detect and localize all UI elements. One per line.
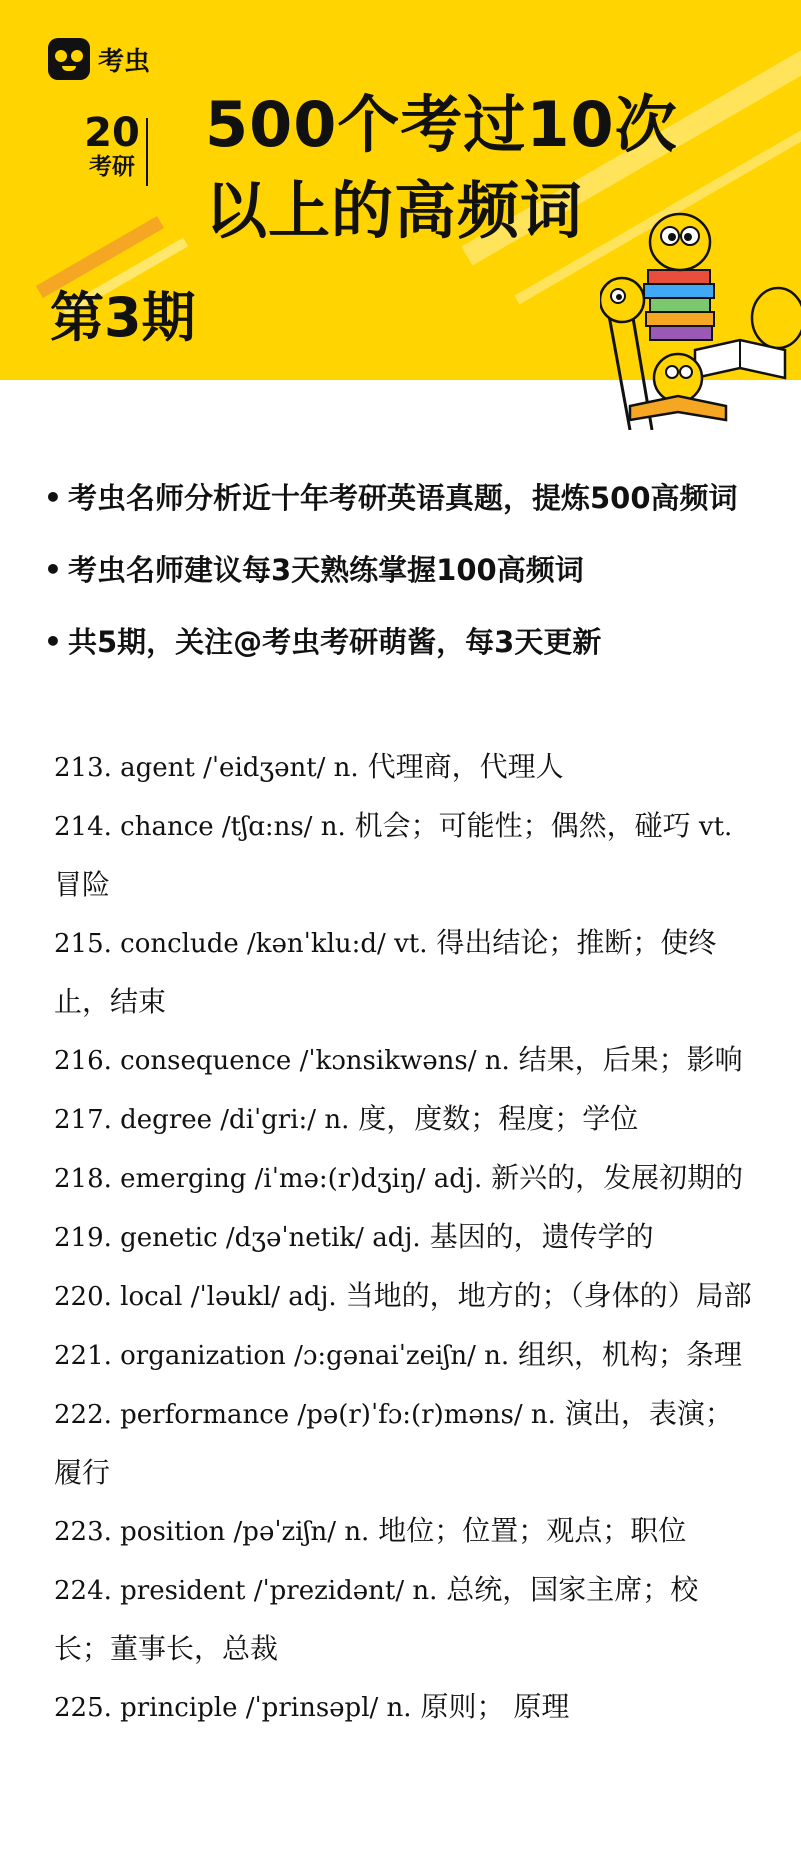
intro-bullets xyxy=(44,478,774,694)
vocab-word: 220. local /ˈləukl/ adj. xyxy=(54,1282,337,1312)
vocab-entry xyxy=(54,738,754,797)
vocab-meaning: 机会；可能性；偶然，碰巧 xyxy=(345,809,691,842)
vocab-word: 217. degree /diˈgri:/ n. xyxy=(54,1105,350,1135)
vocab-pos: vt. xyxy=(690,812,733,842)
vocab-word: 221. organization /ɔ:gənaiˈzeiʃn/ n. xyxy=(54,1341,510,1371)
vocab-entry xyxy=(54,1149,754,1208)
vocab-entry xyxy=(54,1502,754,1561)
vocab-meaning: 组织，机构；条理 xyxy=(509,1338,743,1371)
vocab-entry xyxy=(54,1678,754,1737)
vocab-meaning: 当地的，地方的；（身体的）局部 xyxy=(336,1279,752,1312)
vocab-meaning: 总统，国家主席；校长；董事长，总裁 xyxy=(54,1573,699,1665)
vocab-meaning: 得出结论；推断；使终止，结束 xyxy=(54,926,717,1018)
brand-name: 考虫 xyxy=(98,46,151,77)
vocab-entry xyxy=(54,1267,754,1326)
brand-logo xyxy=(48,38,150,80)
vocab-entry xyxy=(54,1385,754,1502)
vocab-entry xyxy=(54,1561,754,1678)
vocab-word: 218. emerging /iˈmə:(r)dʒiŋ/ adj. xyxy=(54,1164,483,1194)
vocab-entry xyxy=(54,1326,754,1385)
vocab-meaning: 新兴的，发展初期的 xyxy=(482,1161,744,1194)
badge-divider xyxy=(146,118,148,186)
bullet-text: 考虫名师建议每3天熟练掌握100高频词 xyxy=(68,553,584,587)
vocab-meaning: 基因的，遗传学的 xyxy=(420,1220,654,1253)
title-line: 以上的高频词 xyxy=(205,174,584,247)
vocab-meaning: 度，度数；程度；学位 xyxy=(349,1102,639,1135)
mascot-illustration xyxy=(600,200,801,430)
badge-label: 考研 xyxy=(89,154,135,180)
vocab-meaning: 结果，后果；影响 xyxy=(509,1043,743,1076)
vocab-word: 214. chance /tʃɑ:ns/ n. xyxy=(54,812,346,842)
vocab-entry xyxy=(54,1090,754,1149)
vocab-entry xyxy=(54,797,754,914)
vocab-entry xyxy=(54,914,754,1031)
vocabulary-list xyxy=(54,738,754,1737)
vocab-word: 223. position /pəˈziʃn/ n. xyxy=(54,1517,370,1547)
bullet-item xyxy=(44,622,774,694)
vocab-meaning: 地位；位置；观点；职位 xyxy=(369,1514,687,1547)
vocab-meaning: 演出，表演；履行 xyxy=(54,1397,733,1489)
vocab-word: 224. president /ˈprezidənt/ n. xyxy=(54,1576,438,1606)
year-badge xyxy=(76,112,148,180)
vocab-meaning: 代理商，代理人 xyxy=(358,750,564,783)
vocab-entry xyxy=(54,1031,754,1090)
bug-logo-icon xyxy=(48,38,90,80)
vocab-word: 219. genetic /dʒəˈnetik/ adj. xyxy=(54,1223,421,1253)
vocab-entry xyxy=(54,1208,754,1267)
bullet-dot-icon: • xyxy=(44,625,62,658)
vocab-word: 215. conclude /kənˈklu:d/ vt. xyxy=(54,929,428,959)
bullet-dot-icon: • xyxy=(44,481,62,514)
vocab-meaning: 冒险 xyxy=(54,868,111,901)
issue-label: 第3期 xyxy=(50,286,196,349)
bullet-item xyxy=(44,478,774,550)
vocab-word: 225. principle /ˈprinsəpl/ n. xyxy=(54,1693,412,1723)
title-line: 500个考过10次 xyxy=(205,88,678,161)
vocab-word: 216. consequence /ˈkɔnsikwəns/ n. xyxy=(54,1046,510,1076)
vocab-word: 222. performance /pə(r)ˈfɔ:(r)məns/ n. xyxy=(54,1400,556,1430)
bullet-text: 共5期，关注@考虫考研萌酱，每3天更新 xyxy=(68,625,602,659)
vocab-word: 213. agent /ˈeidʒənt/ n. xyxy=(54,753,359,783)
bullet-item xyxy=(44,550,774,622)
vocab-meaning: 原则； 原理 xyxy=(411,1690,570,1723)
bullet-dot-icon: • xyxy=(44,553,62,586)
bullet-text: 考虫名师分析近十年考研英语真题，提炼500高频词 xyxy=(68,481,738,515)
badge-number: 20 xyxy=(84,110,140,156)
